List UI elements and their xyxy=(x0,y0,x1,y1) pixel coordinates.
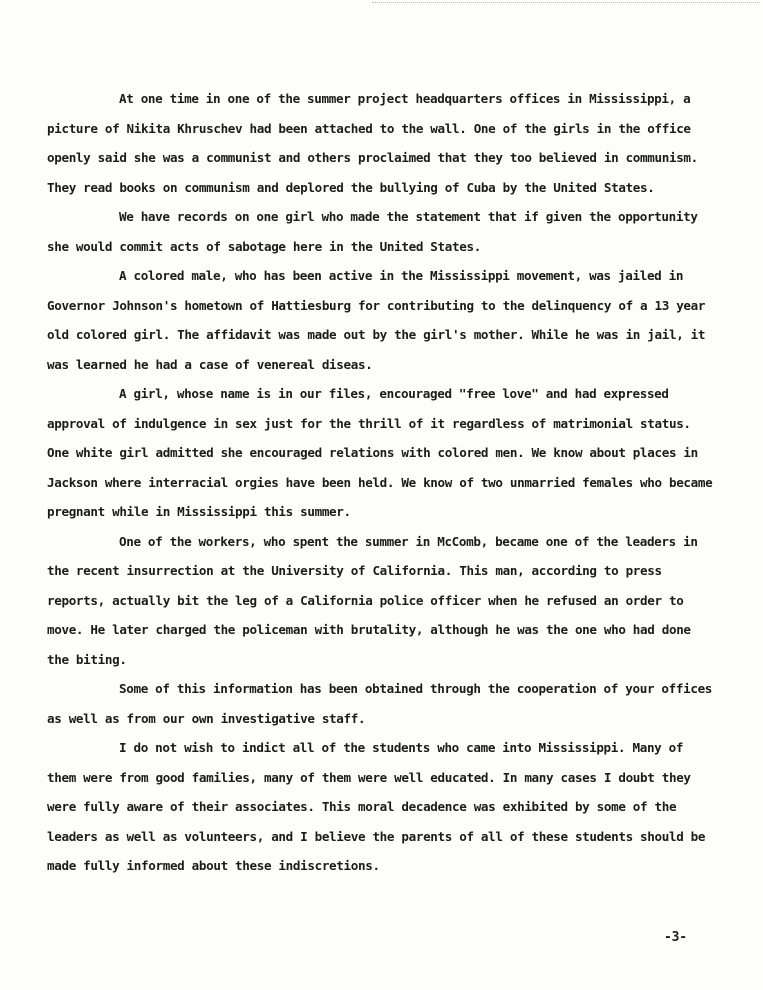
body-text xyxy=(47,84,715,881)
paragraph-1: At one time in one of the summer project headquarters offices in Mississippi, a picture of Nikita Khruschev had been attached to the wall. One of the girls in the office openly said she was a communist and others proclaimed that they too believed in communism. They read books on communism and deplored the bullying of Cuba by the United States. xyxy=(47,91,698,195)
paragraph-3: A colored male, who has been active in the Mississippi movement, was jailed in Governor Johnson's hometown of Hattiesburg for contributing to the delinquency of a 13 year old colored girl. The affidavit was made out by the girl's mother. While he was in jail, it was learned he had a case of venereal diseas. xyxy=(47,268,706,372)
paragraph-4: A girl, whose name is in our files, encouraged "free love" and had expressed approval of indulgence in sex just for the thrill of it regardless of matrimonial status. One white girl admitted she encouraged relations with colored men. We know about places in Jackson where interracial orgies have been held. We know of two unmarried females who became pregnant while in Mississippi this summer. xyxy=(47,386,713,519)
page-number: -3- xyxy=(664,930,687,945)
paragraph-2: We have records on one girl who made the statement that if given the opportunity she would commit acts of sabotage here in the United States. xyxy=(47,209,698,254)
paragraph-6: Some of this information has been obtained through the cooperation of your offices as well as from our own investigative staff. xyxy=(47,681,713,726)
paragraph-7: I do not wish to indict all of the students who came into Mississippi. Many of them were from good families, many of them were well educated. In many cases I doubt they were fully aware of their associates. This moral decadence was exhibited by some of the leaders as well as volunteers, and I believe the parents of all of these students should be made fully informed about these indiscretions. xyxy=(47,740,706,873)
paragraph-5: One of the workers, who spent the summer in McComb, became one of the leaders in the recent insurrection at the University of California. This man, according to press reports, actually bit the leg of a California police officer when he refused an order to move. He later charged the policeman with brutality, although he was the one who had done the biting. xyxy=(47,533,698,667)
top-edge-dotted-line xyxy=(372,2,760,3)
